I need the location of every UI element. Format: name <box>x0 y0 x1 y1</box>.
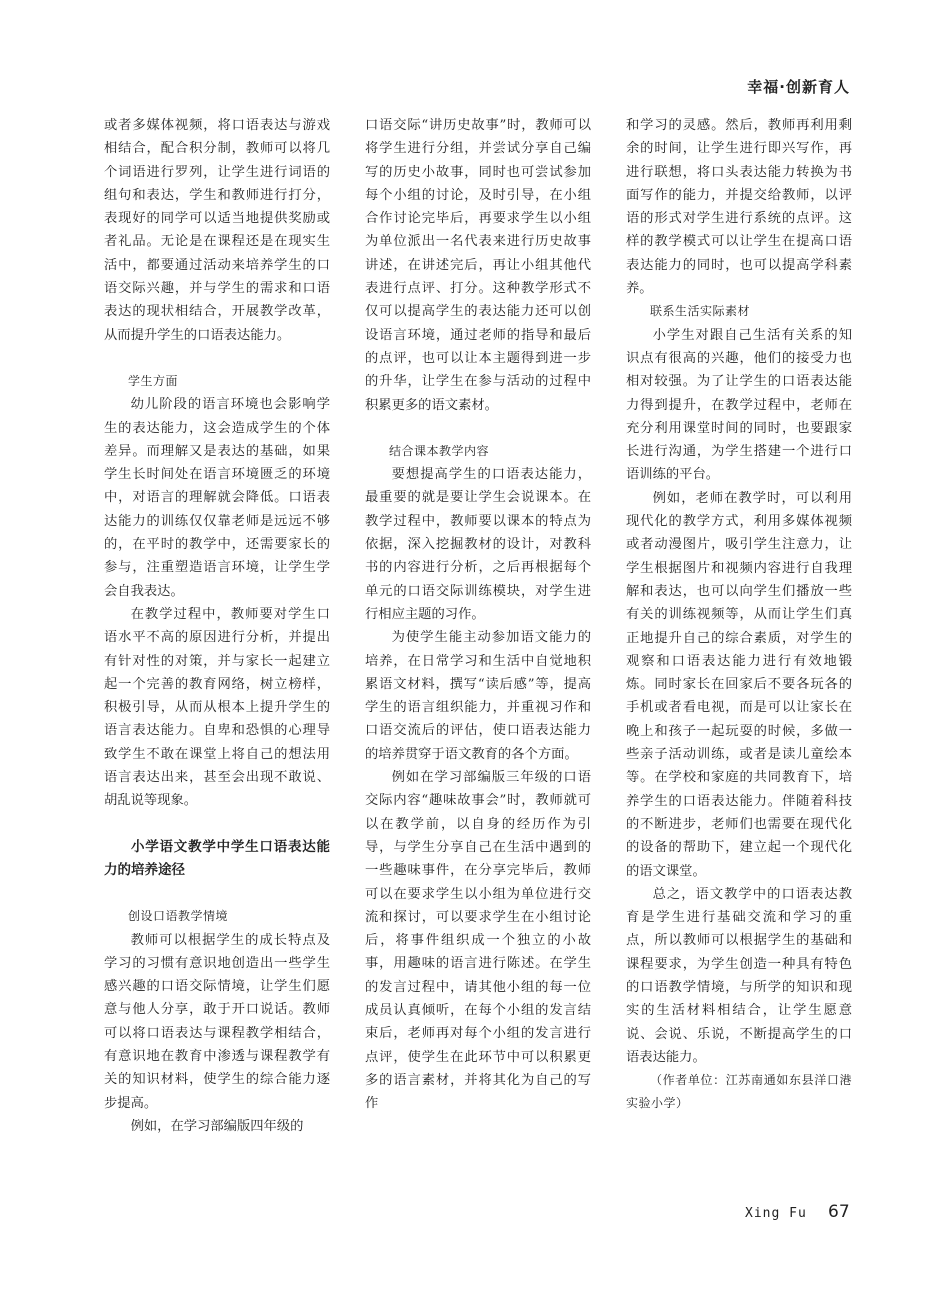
running-header: 幸福·创新育人 <box>747 78 850 96</box>
page-number: 67 <box>828 1202 850 1222</box>
paragraph: 口语交际“讲历史故事”时，教师可以将学生进行分组，并尝试分享自己编写的历史小故事，同时也可尝试参加每个小组的讨论，及时引导，在小组合作讨论完毕后，再要求学生以小组为单位派出一名代表来进行历史故事讲述，在讲述完后，再让小组其他代表进行点评、打分。这种教学形式不仅可以提高学生的表达能力还可以创设语言环境，通过老师的指导和最后的点评，也可以让本主题得到进一步的升华，让学生在参与活动的过程中积累更多的语文素材。 <box>365 118 591 413</box>
paragraph: 例如，老师在教学时，可以利用现代化的教学方式，利用多媒体视频或者动漫图片，吸引学生注意力，让学生根据图片和视频内容进行自我理解和表达，也可以向学生们播放一些有关的训练视频等，从而让学生们真正地提升自己的综合素质，对学生的观察和口语表达能力进行有效地锻炼。同时家长在回家后不要各玩各的手机或者看电视，而是可以让家长在晚上和孩子一起玩耍的时候，多做一些亲子活动训练，或者是读儿童绘本等。在学校和家庭的共同教育下，培养学生的口语表达能力。伴随着科技的不断进步，老师们也需要在现代化的设备的帮助下，建立起一个现代化的语文课堂。 <box>626 490 852 879</box>
paragraph: 在教学过程中，教师要对学生口语水平不高的原因进行分析，并提出有针对性的对策，并与家长一起建立起一个完善的教育网络，树立榜样，积极引导，从而从根本上提升学生的语言表达能力。自卑和恐惧的心理导致学生不敢在课堂上将自己的想法用语言表达出来，甚至会出现不敢说、胡乱说等现象。 <box>104 606 330 809</box>
paragraph: 和学习的灵感。然后，教师再利用剩余的时间，让学生进行即兴写作，再进行联想，将口头表达能力转换为书面写作的能力，并提交给教师，以评语的形式对学生进行系统的点评。这样的教学模式可以让学生在提高口语表达能力的同时，也可以提高学科素养。 <box>626 118 852 297</box>
paragraph: 例如在学习部编版三年级的口语交际内容“趣味故事会”时，教师就可以在教学前，以自身的经历作为引导，与学生分享自己在生活中遇到的一些趣味事件，在分享完毕后，教师可以在要求学生以小组为单位进行交流和探讨，可以要求学生在小组讨论后，将事件组织成一个独立的小故事，用趣味的语言进行陈述。在学生的发言过程中，请其他小组的每一位成员认真倾听，在每个小组的发言结束后，老师再对每个小组的发言进行点评，使学生在此环节中可以积累更多的语言素材，并将其化为自己的写作 <box>365 770 591 1112</box>
paragraph: 例如，在学习部编版四年级的 <box>130 1118 304 1134</box>
footer-journal-name: Xing Fu <box>745 1206 807 1221</box>
paragraph: 小学生对跟自己生活有关系的知识点有很高的兴趣，他们的接受力也相对较强。为了让学生的口语表达能力得到提升，在教学过程中，老师在充分利用课堂时间的同时，也要跟家长进行沟通，为学生搭建一个进行口语训练的平台。 <box>626 327 852 483</box>
paragraph: 要想提高学生的口语表达能力，最重要的就是要让学生会说课本。在教学过程中，教师要以课本的特点为依据，深入挖掘教材的设计，对教科书的内容进行分析，之后再根据每个单元的口语交际训练模块，对学生进行相应主题的习作。 <box>365 467 591 622</box>
paragraph: 幼儿阶段的语言环境也会影响学生的表达能力，这会造成学生的个体差异。而理解又是表达的基础，如果学生长时间处在语言环境匮乏的环境中，对语言的理解就会降低。口语表达能力的训练仅仅靠老师是远远不够的，在平时的教学中，还需要家长的参与，注重塑造语言环境，让学生学会自我表达。 <box>104 397 330 599</box>
paragraph: 为使学生能主动参加语文能力的培养，在日常学习和生活中自觉地积累语文材料，撰写“读后感”等，提高学生的语言组织能力，并重视习作和口语交流后的评估，使口语表达能力的培养贯穿于语文教育的各个方面。 <box>365 630 591 762</box>
column-2 <box>365 114 591 1115</box>
subheading-textbook: 结合课本教学内容 <box>389 443 490 458</box>
section-heading: 小学语文教学中学生口语表达能力的培养途径 <box>104 838 330 878</box>
subheading-situation: 创设口语教学情境 <box>128 909 229 924</box>
paragraph: 总之，语文教学中的口语表达教育是学生进行基础交流和学习的重点，所以教师可以根据学生的基础和课程要求，为学生创造一种具有特色的口语教学情境，与所学的知识和现实的生活材料相结合，让学生愿意说、会说、乐说，不断提高学生的口语表达能力。 <box>626 886 852 1065</box>
paragraph: 教师可以根据学生的成长特点及学习的习惯有意识地创造出一些学生感兴趣的口语交际情境，让学生们愿意与他人分享，敢于开口说话。教师可以将口语表达与课程教学相结合，有意识地在教育中渗透与课程教学有关的知识材料，使学生的综合能力逐步提高。 <box>104 932 330 1111</box>
paragraph: 或者多媒体视频，将口语表达与游戏相结合，配合积分制，教师可以将几个词语进行罗列，让学生进行词语的组句和表达，学生和教师进行打分，表现好的同学可以适当地提供奖励或者礼品。无论是在课程还是在现实生活中，都要通过活动来培养学生的口语交际兴趣，并与学生的需求和口语表达的现状相结合，开展教学改革，从而提升学生的口语表达能力。 <box>104 118 330 343</box>
author-affiliation: （作者单位：江苏南通如东县洋口港实验小学） <box>626 1073 852 1111</box>
column-1 <box>104 114 330 1138</box>
column-3 <box>626 114 852 1116</box>
subheading-life: 联系生活实际素材 <box>650 304 751 319</box>
subheading-student: 学生方面 <box>128 373 179 388</box>
